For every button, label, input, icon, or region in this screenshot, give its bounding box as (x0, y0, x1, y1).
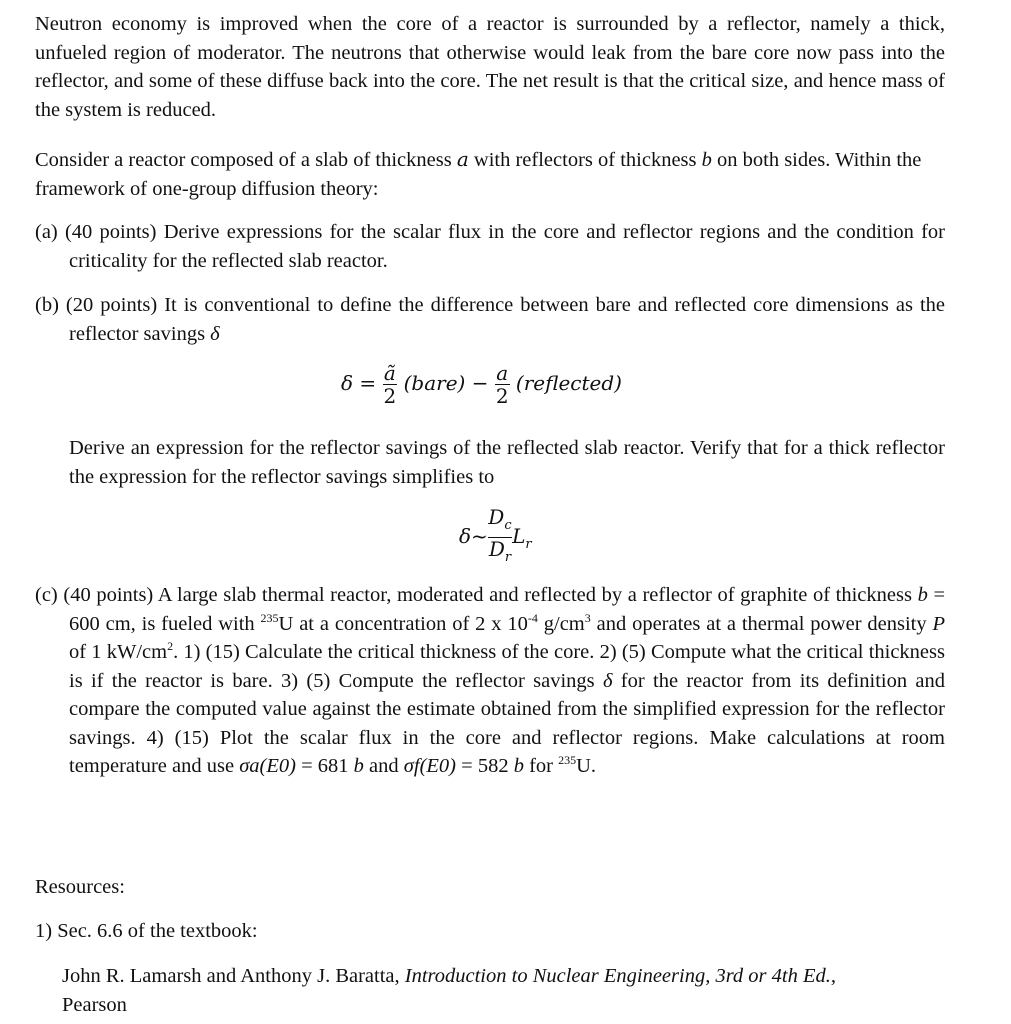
eq1-num1: ã (383, 361, 396, 385)
consider-paragraph (35, 145, 945, 203)
symbol-b: b (701, 149, 712, 171)
part-c-text-6: of 1 kW/cm (69, 641, 168, 663)
eq2-tail-l: L (512, 524, 526, 548)
eq1-den1: 2 (383, 384, 397, 408)
part-c-text-8: for the reactor from its definition and compare the computed value against the estimate obtained from the simplified expression for the reflector savings. 4) (15) Plot the scalar flux in the core and reflector regions. Make calculations at room temperature and use (69, 669, 945, 777)
consider-text-3: on both sides. Within the framework of one-group diffusion theory: (35, 149, 922, 200)
textbook-reference (62, 962, 957, 1019)
eq1-frac-reflected (495, 362, 510, 407)
power-symbol: P (932, 612, 945, 635)
part-b-intro (35, 291, 945, 348)
intro-paragraph: Neutron economy is improved when the core of a reactor is surrounded by a reflector, namely a thick, unfueled region of moderator. The neutrons that otherwise would leak from the bare core now pass into the reflector, and some of these diffuse back into the core. The net result is that the critical size, and hence mass of the system is reduced. (35, 13, 945, 121)
eq1-lhs: δ = (341, 371, 377, 395)
part-b-text: (b) (20 points) It is conventional to define the difference between bare and reflected core dimensions as the reflector savings (35, 294, 945, 345)
part-c-delta: δ (602, 669, 613, 692)
exponent-minus-4: -4 (527, 610, 538, 625)
eq2-num-sub: c (504, 518, 512, 533)
eq1-label-reflected: (reflected) (515, 371, 622, 395)
eq2-tail-sub: r (525, 537, 532, 552)
eq2-num (488, 506, 512, 537)
isotope-235-superscript: 235 (260, 610, 279, 625)
consider-text-2: with reflectors of thickness (468, 149, 702, 171)
reference-title: Introduction to Nuclear Engineering, 3rd or 4th Ed., (404, 965, 836, 987)
derive-paragraph: Derive an expression for the reflector savings of the reflected slab reactor. Verify that for a thick reflector the expression for the reflector savings simplifies to (69, 437, 945, 488)
eq2-tail (512, 524, 532, 552)
part-c-text-2: = 600 cm, is fueled with (69, 584, 946, 635)
isotope-235-superscript-2: 235 (558, 753, 577, 768)
part-c-b: b (917, 584, 928, 606)
eq2-den-d: D (488, 537, 505, 561)
exponent-2: 2 (167, 639, 174, 654)
eq2-num-d: D (488, 505, 505, 529)
eq2-frac (488, 506, 512, 569)
eq1-den2: 2 (495, 384, 509, 408)
sigma-a: σa(E0) (239, 755, 296, 777)
reference-publisher: Pearson (62, 993, 127, 1016)
part-c-text-7: . 1) (15) Calculate the critical thickness of the core. 2) (5) Compute what the critical thickness is if the reactor is bare. 3) (5) Compute the reflector savings (69, 641, 945, 692)
eq2-den (488, 537, 512, 569)
part-b-delta: δ (210, 322, 220, 345)
part-c-text-12: for (523, 755, 559, 777)
part-c (35, 581, 945, 781)
consider-text-1: Consider a reactor composed of a slab of thickness (35, 149, 457, 171)
reference-authors: John R. Lamarsh and Anthony J. Baratta, (62, 965, 405, 987)
eq2-den-sub: r (504, 550, 512, 565)
symbol-a: a (456, 147, 469, 171)
resources-item-1: 1) Sec. 6.6 of the textbook: (35, 920, 258, 942)
part-c-text-4: g/cm (537, 612, 585, 635)
eq2-lhs: δ~ (459, 524, 488, 548)
part-c-text-5: and operates at a thermal power density (590, 612, 933, 635)
part-c-text-3: U at a concentration of 2 x 10 (278, 612, 528, 635)
eq1-frac-bare (383, 362, 398, 407)
barn-unit-1: b (353, 755, 364, 777)
exponent-3: 3 (584, 610, 591, 625)
eq1-num2: a (496, 361, 509, 385)
part-a: (a) (40 points) Derive expressions for the scalar flux in the core and reflector regions and the condition for criticality for the reflected slab reactor. (35, 221, 945, 272)
reflector-savings-equation (341, 362, 622, 407)
resources-heading: Resources: (35, 876, 125, 898)
eq1-label-bare: (bare) − (403, 371, 489, 395)
sigma-f: σf(E0) (403, 755, 457, 777)
part-c-text-13: U. (576, 755, 597, 777)
part-c-text-9: = 681 (295, 755, 354, 777)
part-c-text-1: (c) (40 points) A large slab thermal reactor, moderated and reflected by a reflector of graphite of thickness (35, 584, 918, 606)
barn-unit-2: b (513, 755, 524, 777)
part-c-text-11: = 582 (456, 755, 514, 777)
thick-reflector-equation (459, 506, 532, 569)
part-c-text-10: and (363, 755, 404, 777)
